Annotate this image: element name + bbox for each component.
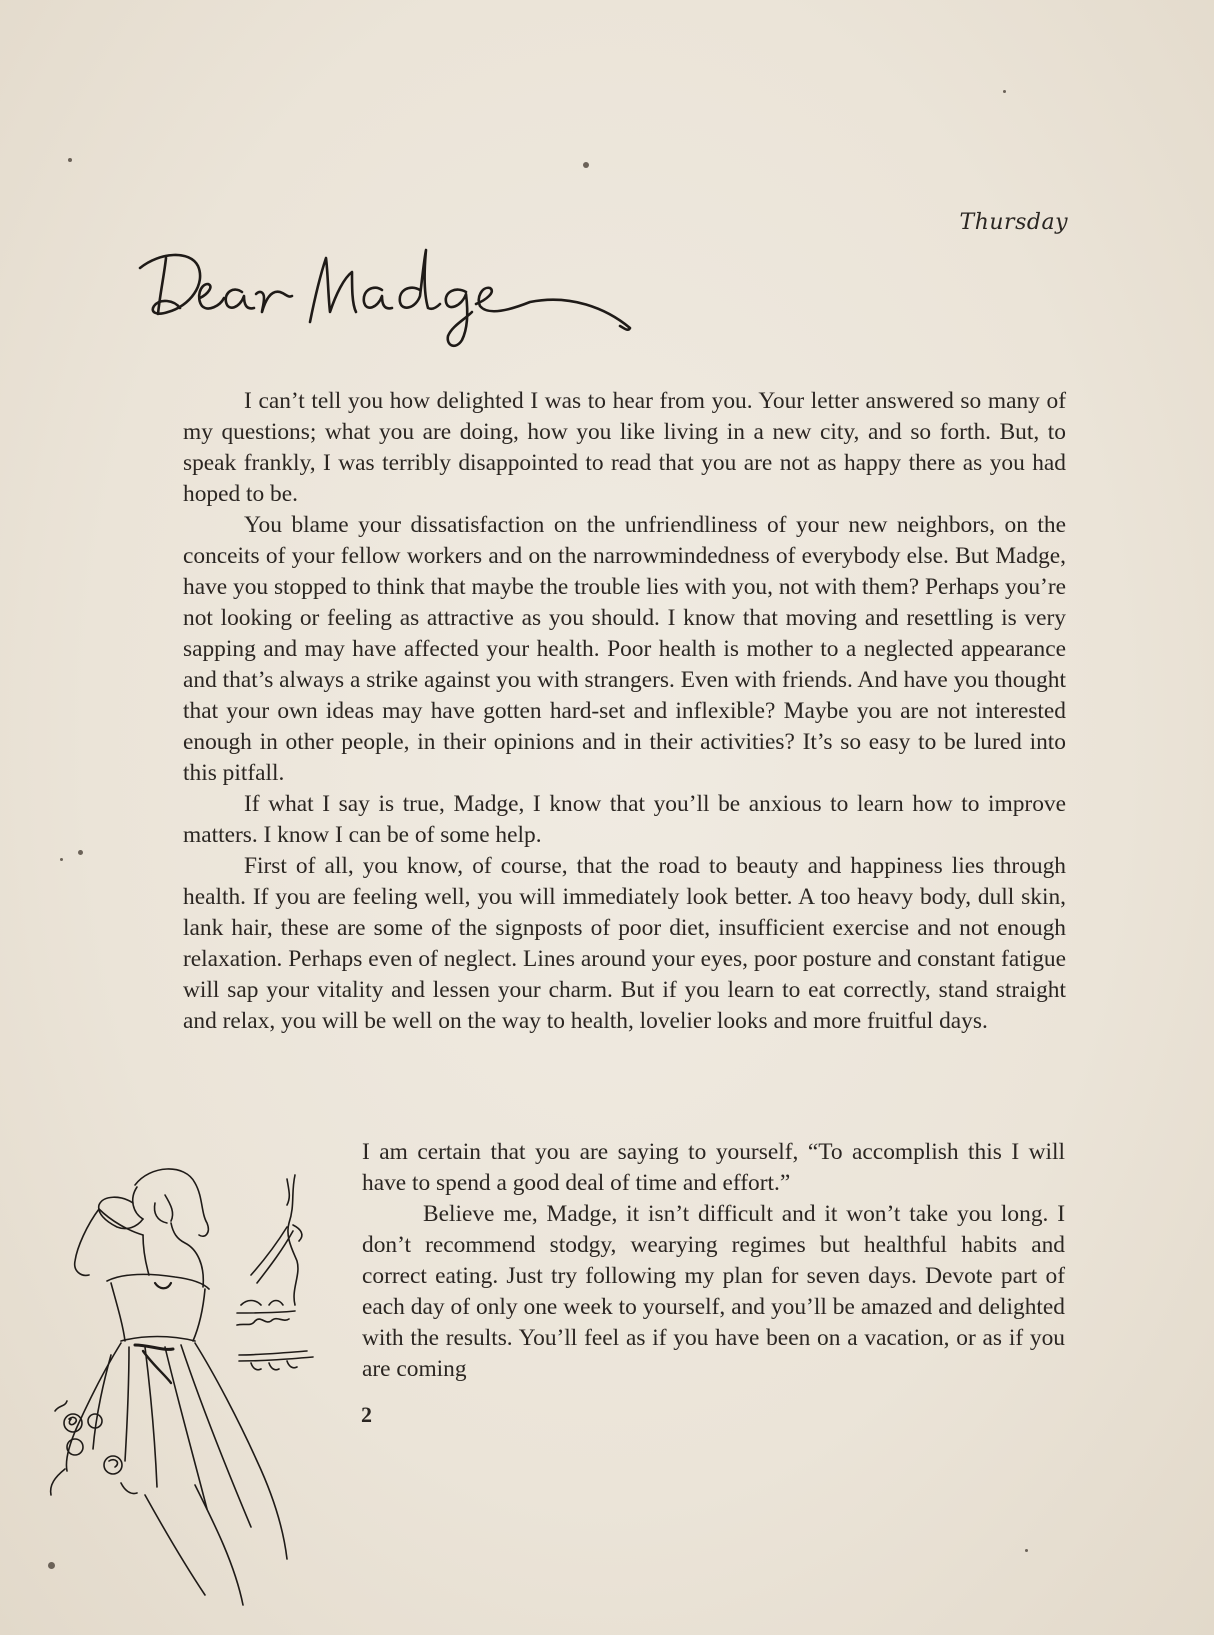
handwritten-salutation (130, 232, 630, 362)
paper-speck (78, 850, 83, 855)
letter-paragraph: I am certain that you are saying to yourself, “To accomplish this I will have to spend a good deal of time and effort.” (362, 1139, 1065, 1196)
letter-paragraph: First of all, you know, of course, that the road to beauty and happiness lies through health. If you are feeling well, you will immediately look better. A too heavy body, dull skin, lank hair, these are some of the signposts of poor diet, insufficient exercise and not enough relaxation. Perhaps even of neglect. Lines around your eyes, poor posture and constant fatigue will sap your vitality and lessen your charm. But if you learn to eat correctly, stand straight and relax, you will be well on the way to health, lovelier looks and more fruitful days. (183, 853, 1066, 1034)
paper-speck (60, 858, 63, 861)
woman-sketch-drawing (25, 1165, 355, 1615)
paper-speck (1025, 1549, 1028, 1552)
paper-speck (583, 162, 589, 168)
letter-body-narrow (362, 1137, 1065, 1385)
page-number: 2 (361, 1402, 372, 1427)
letter-paragraph: I can’t tell you how delighted I was to hear from you. Your letter answered so many of my questions; what you are doing, how you like living in a new city, and so forth. But, to speak frankly, I was terribly disappointed to read that you are not as happy there as you had hoped to be. (183, 388, 1066, 507)
salutation-script-drawing (130, 232, 630, 362)
paper-speck (1003, 90, 1006, 93)
letter-date: Thursday (959, 210, 1068, 235)
letter-body-main (183, 386, 1066, 1037)
letter-paragraph: Believe me, Madge, it isn’t difficult and it won’t take you long. I don’t recommend stodgy, wearying regimes but healthful habits and correct eating. Just try following my plan for seven days. Devote part of each day of only one week to yourself, and you’ll be amazed and delighted with the results. You’ll feel as if you have been on a vacation, or as if you are coming (362, 1201, 1065, 1382)
letter-paragraph: You blame your dissatisfaction on the unfriendliness of your new neighbors, on the conceits of your fellow workers and on the narrowmindedness of everybody else. But Madge, have you stopped to think that maybe the trouble lies with you, not with them? Perhaps you’re not looking or feeling as attractive as you should. I know that moving and resettling is very sapping and may have affected your health. Poor health is mother to a neglected appearance and that’s always a strike against you with strangers. Even with friends. And have you thought that your own ideas may have gotten hard-set and inflexible? Maybe you are not interested enough in other people, in their opinions and in their activities? It’s so easy to be lured into this pitfall. (183, 512, 1066, 786)
woman-sketch-illustration (25, 1165, 355, 1615)
paper-speck (68, 158, 72, 162)
letter-paragraph: If what I say is true, Madge, I know that you’ll be anxious to learn how to improve matters. I know I can be of some help. (183, 791, 1066, 848)
